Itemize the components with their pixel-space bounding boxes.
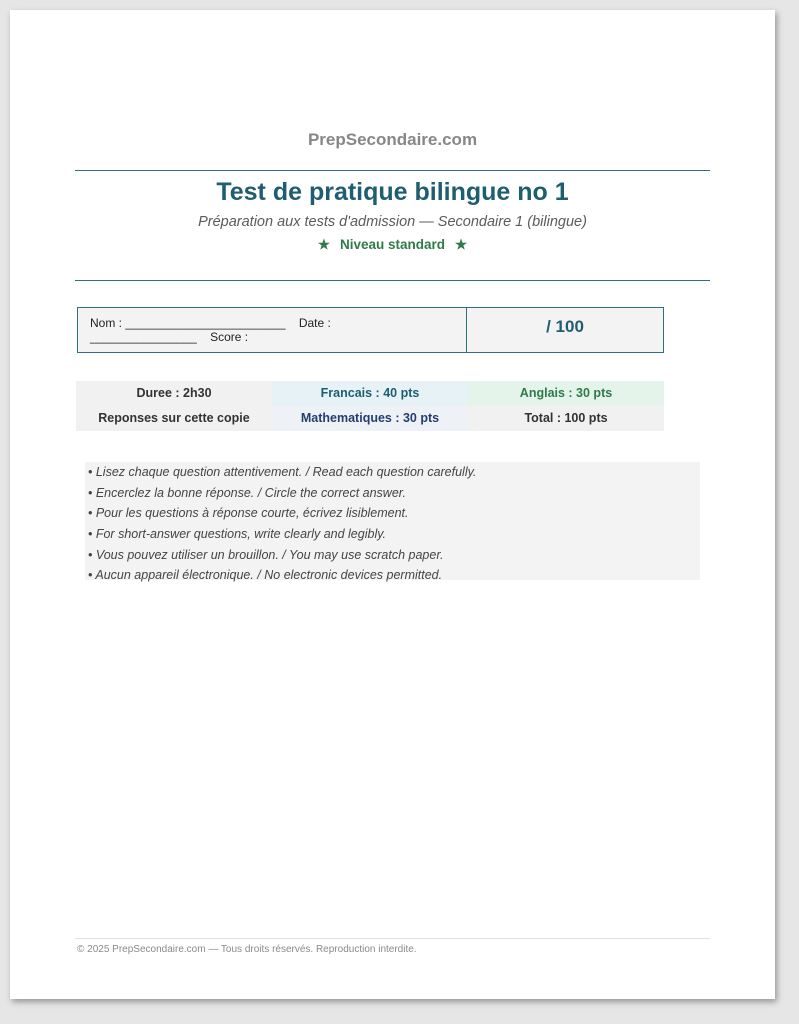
answers-location-cell: Reponses sur cette copie [76,406,272,431]
instruction-item: • For short-answer questions, write clearly and legibly. [88,527,387,542]
score-line: ________________ Score : [90,330,249,344]
score-total: / 100 [546,317,584,336]
star-icon: ★ [455,237,468,252]
student-info-box [77,307,664,353]
english-points-cell: Anglais : 30 pts [468,381,664,406]
instructions-box [85,462,700,583]
site-name: PrepSecondaire.com [307,130,478,149]
french-points-cell: Francais : 40 pts [272,381,468,406]
summary-table [76,381,664,431]
star-icon: ★ [317,237,330,252]
top-divider [75,170,710,171]
instruction-item: • Encerclez la bonne réponse. / Circle the correct answer. [88,485,406,500]
duration-cell: Duree : 2h30 [76,381,272,406]
instruction-item: • Aucun appareil électronique. / No electronic devices permitted. [88,568,443,583]
instructions-list [86,462,700,586]
level-badge [10,237,775,253]
student-fields [78,308,467,352]
name-date-line: Nom : ________________________ Date : [90,316,331,330]
footer-divider [75,938,710,939]
header-bottom-divider [75,280,710,281]
instruction-item: • Lisez chaque question attentivement. / Read each question carefully. [88,465,477,479]
level-label: Niveau standard [339,237,446,252]
page-title: Test de pratique bilingue no 1 [216,178,569,206]
total-points-cell: Total : 100 pts [468,406,664,431]
math-points-cell: Mathematiques : 30 pts [272,406,468,431]
copyright-footer: © 2025 PrepSecondaire.com — Tous droits réservés. Reproduction interdite. [77,944,417,955]
instruction-item: • Vous pouvez utiliser un brouillon. / You may use scratch paper. [88,547,444,562]
instruction-item: • Pour les questions à réponse courte, écrivez lisiblement. [88,506,409,521]
page-subtitle: Préparation aux tests d'admission — Secondaire 1 (bilingue) [198,214,587,230]
exam-page [10,10,775,999]
